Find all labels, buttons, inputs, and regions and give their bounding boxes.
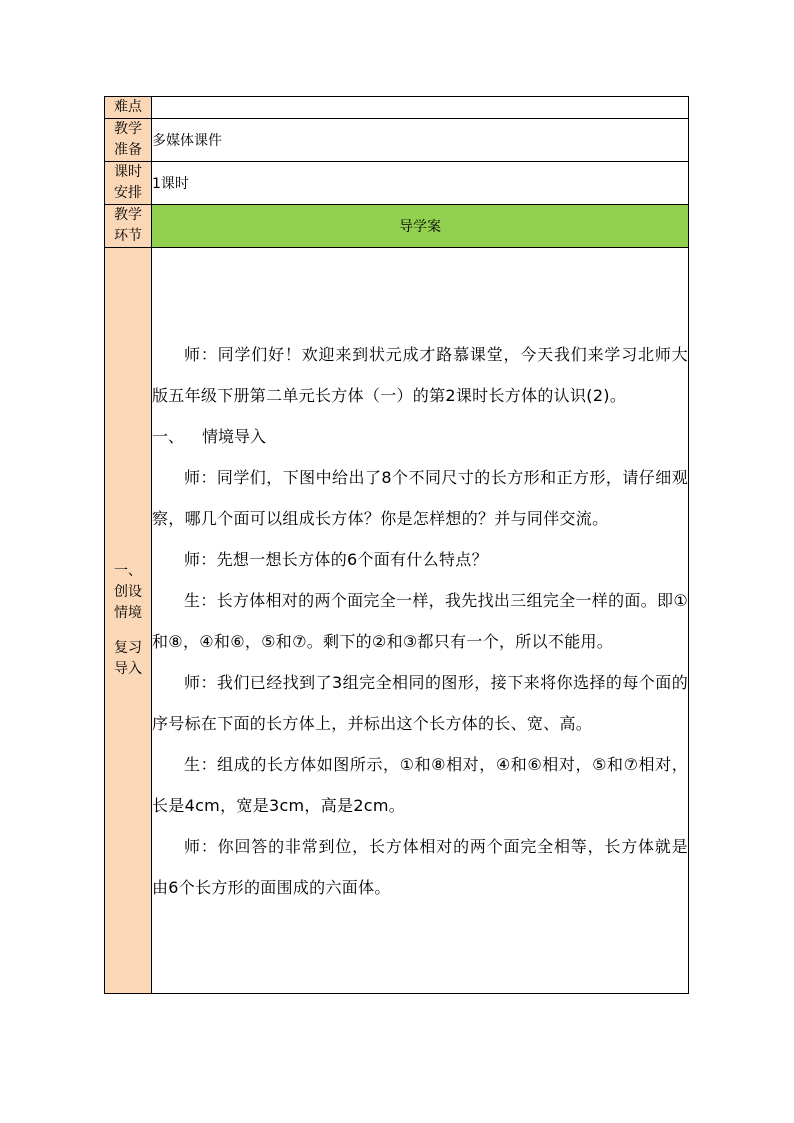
paragraph-3: 师：先想一想长方体的6个面有什么特点？: [184, 549, 488, 569]
stage-row: [105, 205, 689, 248]
section-heading: [152, 416, 688, 457]
side-label-line3: 情境: [114, 605, 142, 621]
stage-label-line1: 教学: [114, 207, 142, 223]
paragraph-2: 师：同学们，下图中给出了8个不同尺寸的长方形和正方形，请仔细观察，哪几个面可以组成长方体？你是怎样想的？并与同伴交流。: [152, 467, 688, 528]
schedule-value: 1课时: [152, 162, 689, 205]
section-number: 一、: [152, 426, 185, 446]
paragraph-4: 生：长方体相对的两个面完全一样，我先找出三组完全一样的面。即①和⑧，④和⑥，⑤和⑦。剩下的②和③都只有一个，所以不能用。: [152, 590, 688, 651]
preparation-value: 多媒体课件: [152, 119, 689, 162]
side-label-line4: 复习: [114, 640, 142, 656]
stage-header: 导学案: [152, 205, 689, 248]
paragraph-7: 师：你回答的非常到位，长方体相对的两个面完全相等，长方体就是由6个长方形的面围成的六面体。: [152, 836, 688, 897]
side-label: [105, 248, 152, 994]
lesson-plan-table: [104, 96, 689, 994]
section-title: 情境导入: [202, 426, 267, 446]
schedule-row: [105, 162, 689, 205]
schedule-label: [105, 162, 152, 205]
difficulty-label: 难点: [105, 97, 152, 119]
schedule-label-line1: 课时: [114, 164, 142, 180]
side-label-line1: 一、: [114, 563, 142, 579]
paragraph-1: 师：同学们好！欢迎来到状元成才路慕课堂，今天我们来学习北师大版五年级下册第二单元长方体（一）的第2课时长方体的认识(2)。: [152, 344, 688, 405]
content-body: [152, 248, 689, 994]
paragraph-6: 生：组成的长方体如图所示，①和⑧相对，④和⑥相对，⑤和⑦相对，长是4cm，宽是3cm，高是2cm。: [152, 754, 688, 815]
difficulty-row: [105, 97, 689, 119]
preparation-label-line2: 准备: [114, 142, 142, 158]
difficulty-value: [152, 97, 689, 119]
paragraph-5: 师：我们已经找到了3组完全相同的图形，接下来将你选择的每个面的序号标在下面的长方体上，并标出这个长方体的长、宽、高。: [152, 672, 688, 733]
content-row: [105, 248, 689, 994]
stage-label: [105, 205, 152, 248]
stage-label-line2: 环节: [114, 228, 142, 244]
preparation-label-line1: 教学: [114, 121, 142, 137]
preparation-label: [105, 119, 152, 162]
schedule-label-line2: 安排: [114, 185, 142, 201]
preparation-row: [105, 119, 689, 162]
side-label-line5: 导入: [114, 661, 142, 677]
side-label-line2: 创设: [114, 584, 142, 600]
